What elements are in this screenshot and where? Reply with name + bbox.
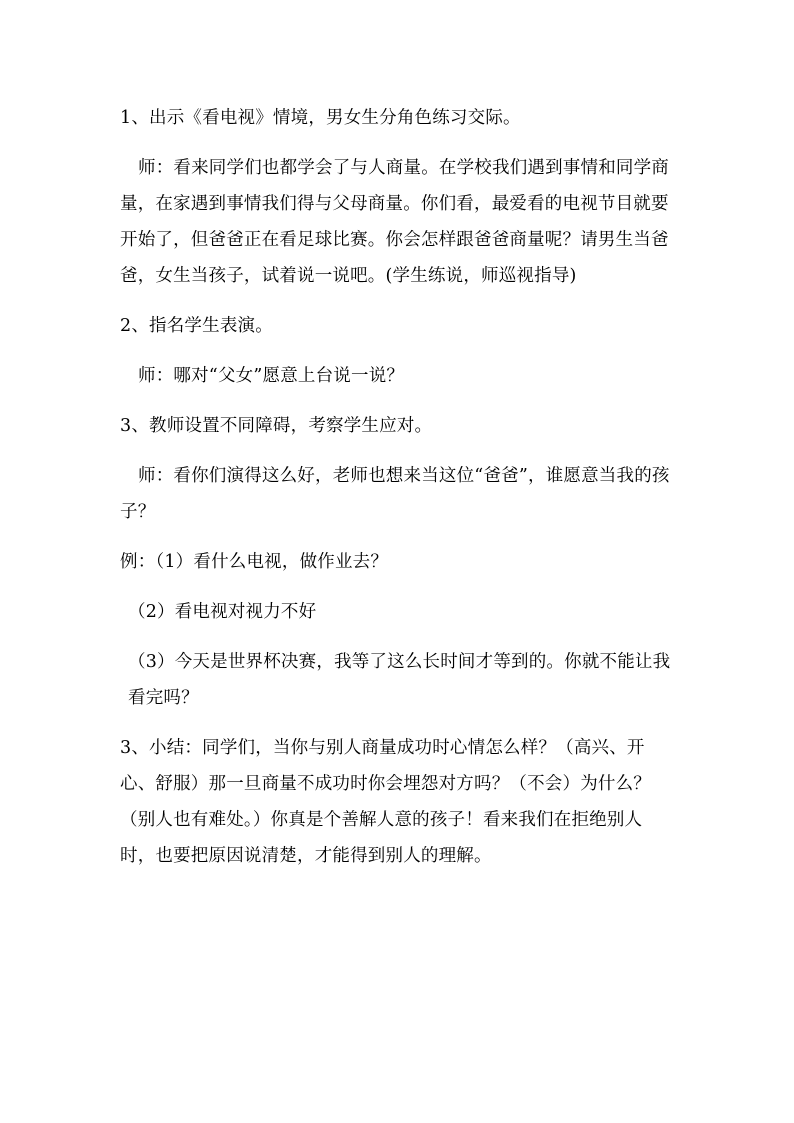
summary-paragraph: 3、小结：同学们，当你与别人商量成功时心情怎么样？（高兴、开心、舒服）那一旦商量不成功时你会埋怨对方吗？（不会）为什么？（别人也有难处。）你真是个善解人意的孩子！看来我们在拒绝别人时，也要把原因说清楚，才能得到别人的理解。 bbox=[120, 738, 651, 866]
step-2-heading: 2、指名学生表演。 bbox=[120, 316, 273, 336]
document-body bbox=[120, 100, 675, 888]
step-1-heading: 1、出示《看电视》情境，男女生分角色练习交际。 bbox=[120, 108, 521, 128]
example-2: （2）看电视对视力不好 bbox=[128, 602, 317, 622]
step-3-heading: 3、教师设置不同障碍，考察学生应对。 bbox=[120, 416, 433, 436]
example-1: 例：（1）看什么电视，做作业去？ bbox=[120, 552, 389, 572]
example-3: （3）今天是世界杯决赛，我等了这么长时间才等到的。你就不能让我看完吗？ bbox=[128, 652, 671, 708]
teacher-speech-3: 师：看你们演得这么好，老师也想来当这位“爸爸”，谁愿意当我的孩子？ bbox=[120, 466, 670, 522]
teacher-speech-1: 师：看来同学们也都学会了与人商量。在学校我们遇到事情和同学商量，在家遇到事情我们得与父母商量。你们看，最爱看的电视节目就要开始了，但爸爸正在看足球比赛。你会怎样跟爸爸商量呢？请男生当爸爸，女生当孩子，试着说一说吧。(学生练说，师巡视指导) bbox=[120, 158, 669, 286]
teacher-speech-2: 师：哪对“父女”愿意上台说一说？ bbox=[138, 366, 405, 386]
